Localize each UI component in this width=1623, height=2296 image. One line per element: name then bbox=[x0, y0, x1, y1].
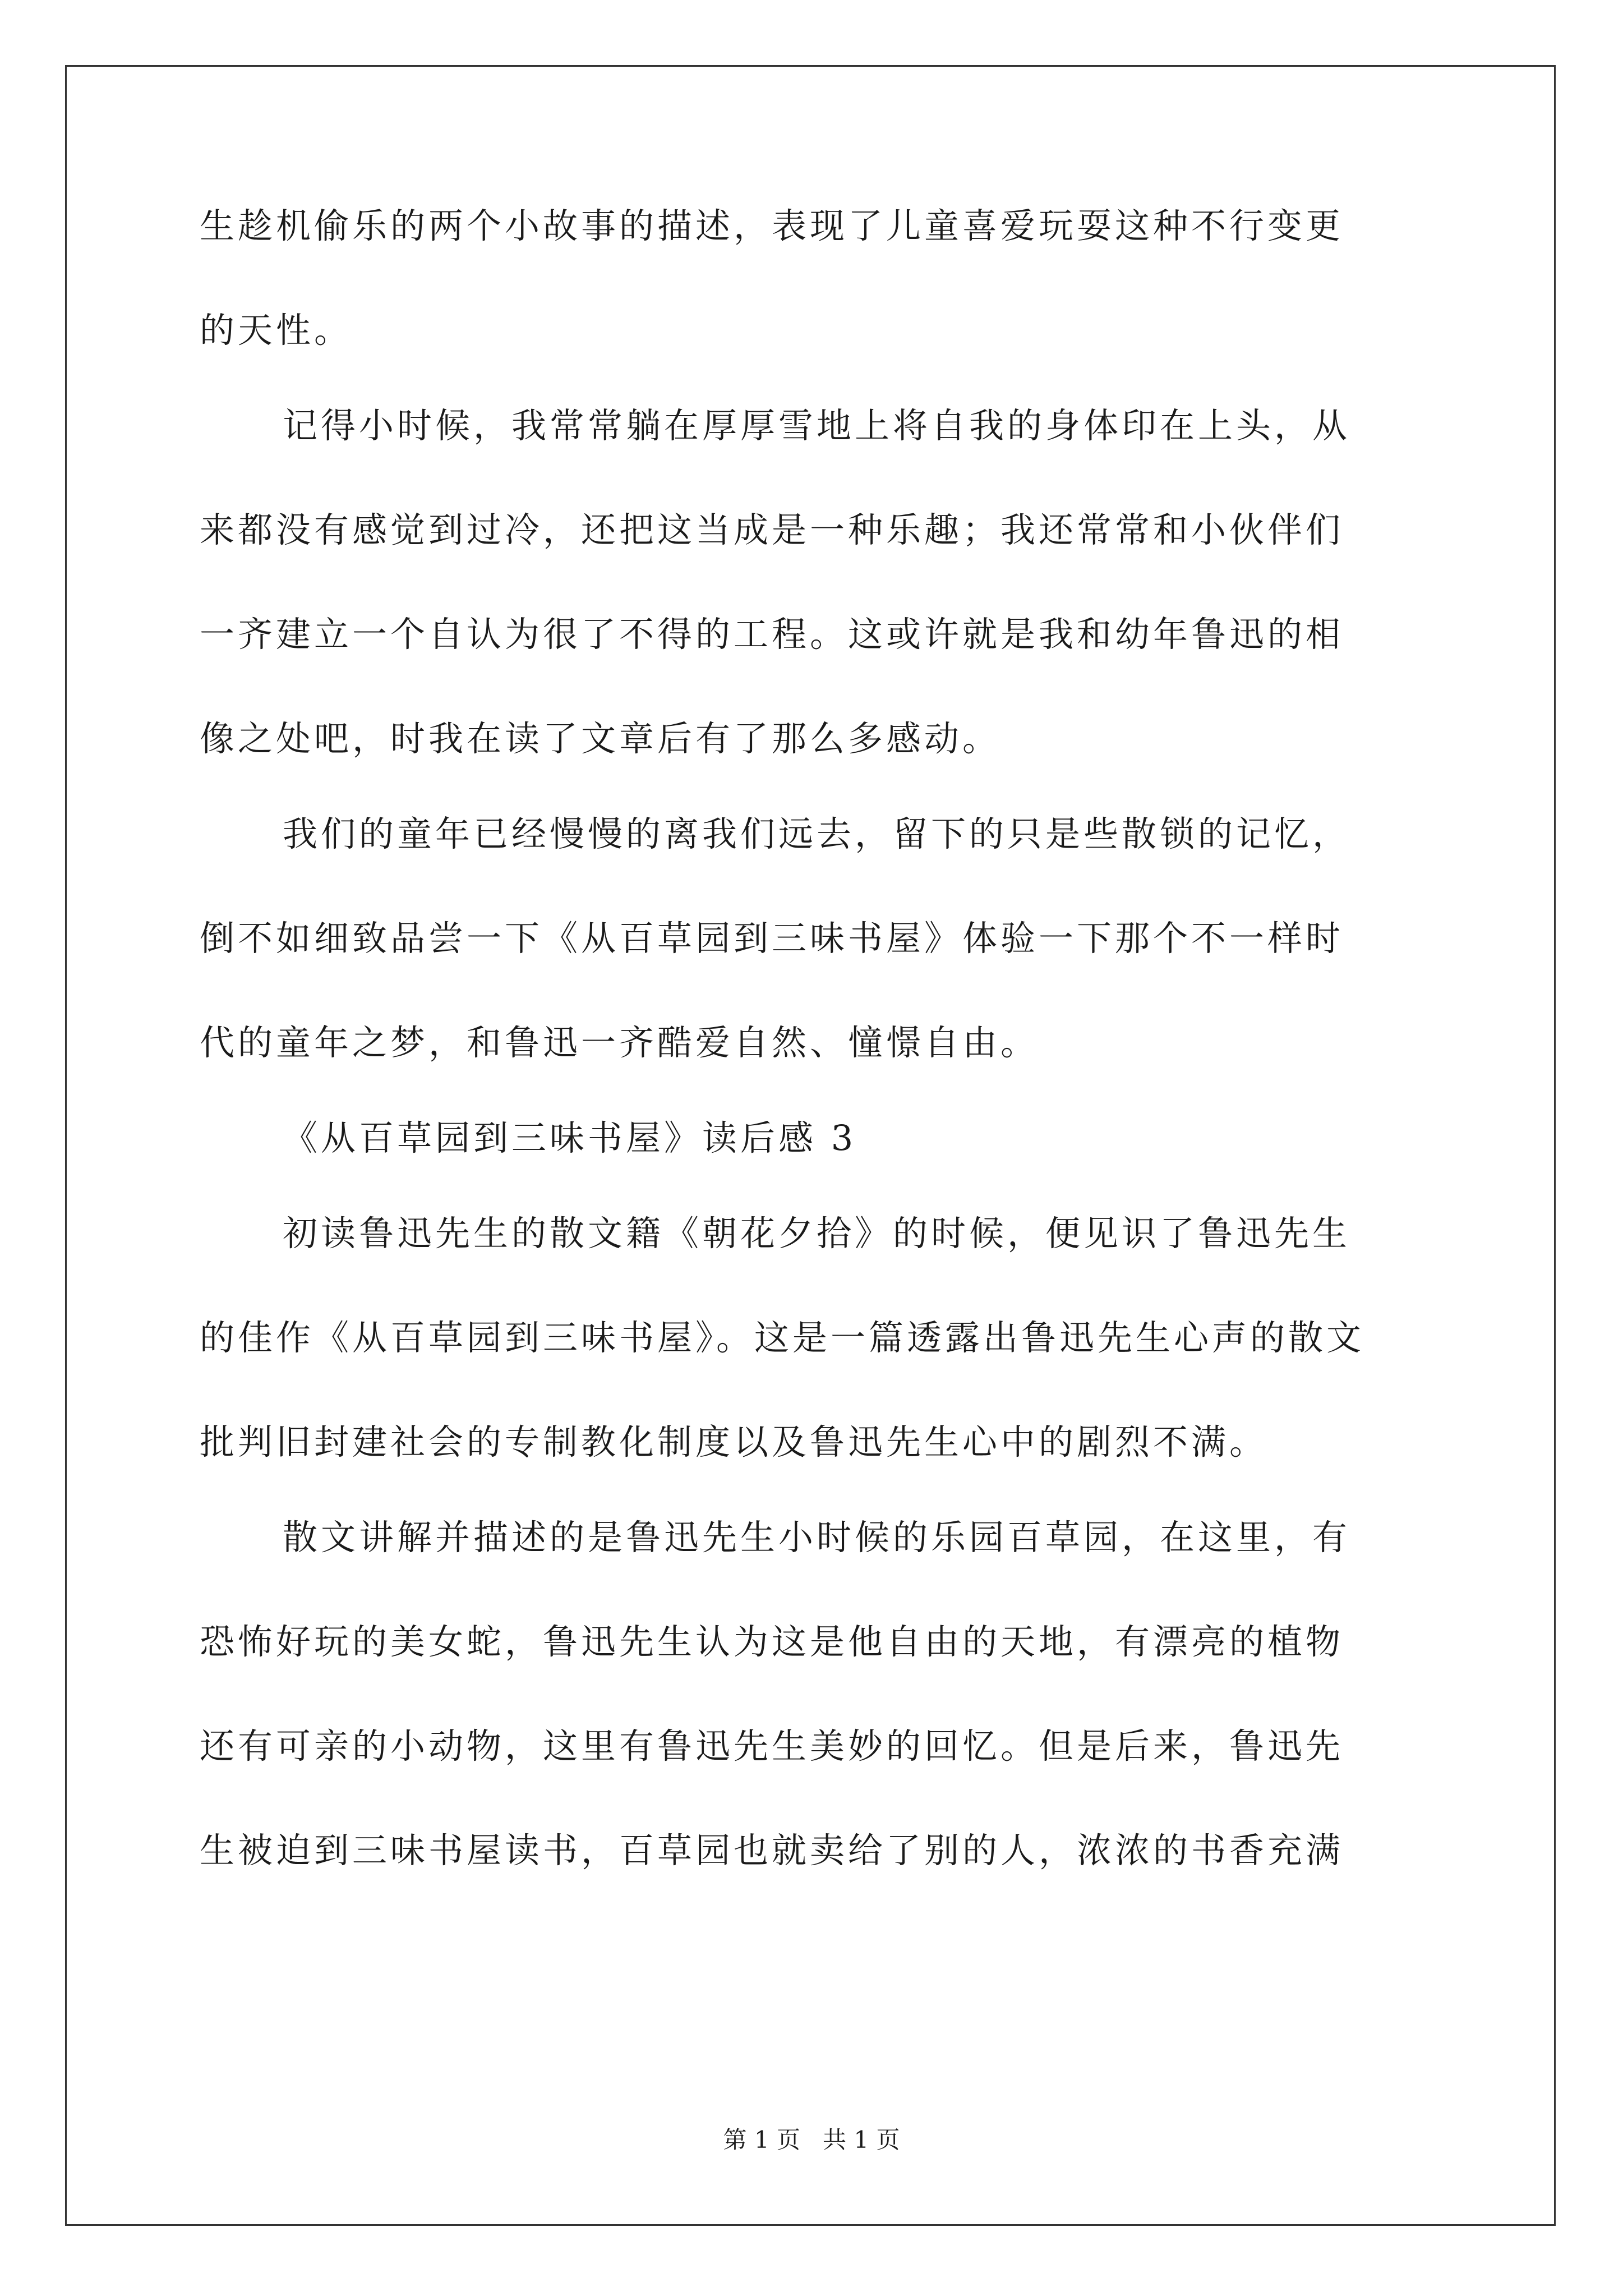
text-line: 我们的童年已经慢慢的离我们远去，留下的只是些散锁的记忆， bbox=[283, 813, 1351, 854]
text-line: 散文讲解并描述的是鲁迅先生小时候的乐园百草园，在这里，有 bbox=[283, 1517, 1351, 1558]
text-line: 像之处吧，时我在读了文章后有了那么多感动。 bbox=[200, 718, 1001, 759]
text-line: 批判旧封建社会的专制教化制度以及鲁迅先生心中的剧烈不满。 bbox=[200, 1421, 1268, 1462]
text-line: 还有可亲的小动物，这里有鲁迅先生美妙的回忆。但是后来，鲁迅先 bbox=[200, 1726, 1344, 1766]
text-line: 倒不如细致品尝一下《从百草园到三味书屋》体验一下那个不一样时 bbox=[200, 918, 1344, 959]
text-line: 恐怖好玩的美女蛇，鲁迅先生认为这是他自由的天地，有漂亮的植物 bbox=[200, 1621, 1344, 1662]
document-body bbox=[200, 205, 1433, 1938]
text-line: 来都没有感觉到过冷，还把这当成是一种乐趣；我还常常和小伙伴们 bbox=[200, 509, 1344, 550]
text-line: 生趁机偷乐的两个小故事的描述，表现了儿童喜爱玩耍这种不行变更 bbox=[200, 205, 1344, 246]
text-line: 代的童年之梦，和鲁迅一齐酷爱自然、憧憬自由。 bbox=[200, 1022, 1039, 1063]
text-line: 的佳作《从百草园到三味书屋》。这是一篇透露出鲁迅先生心声的散文 bbox=[200, 1317, 1365, 1358]
text-line: 生被迫到三味书屋读书，百草园也就卖给了别的人，浓浓的书香充满 bbox=[200, 1830, 1344, 1871]
text-line: 一齐建立一个自认为很了不得的工程。这或许就是我和幼年鲁迅的相 bbox=[200, 614, 1344, 655]
page-footer: 第 1 页 共 1 页 bbox=[723, 2126, 900, 2154]
text-line: 记得小时候，我常常躺在厚厚雪地上将自我的身体印在上头，从 bbox=[283, 405, 1351, 446]
section-heading: 《从百草园到三味书屋》读后感 3 bbox=[283, 1117, 857, 1158]
text-line: 初读鲁迅先生的散文籍《朝花夕拾》的时候，便见识了鲁迅先生 bbox=[283, 1213, 1351, 1254]
text-line: 的天性。 bbox=[200, 310, 353, 351]
